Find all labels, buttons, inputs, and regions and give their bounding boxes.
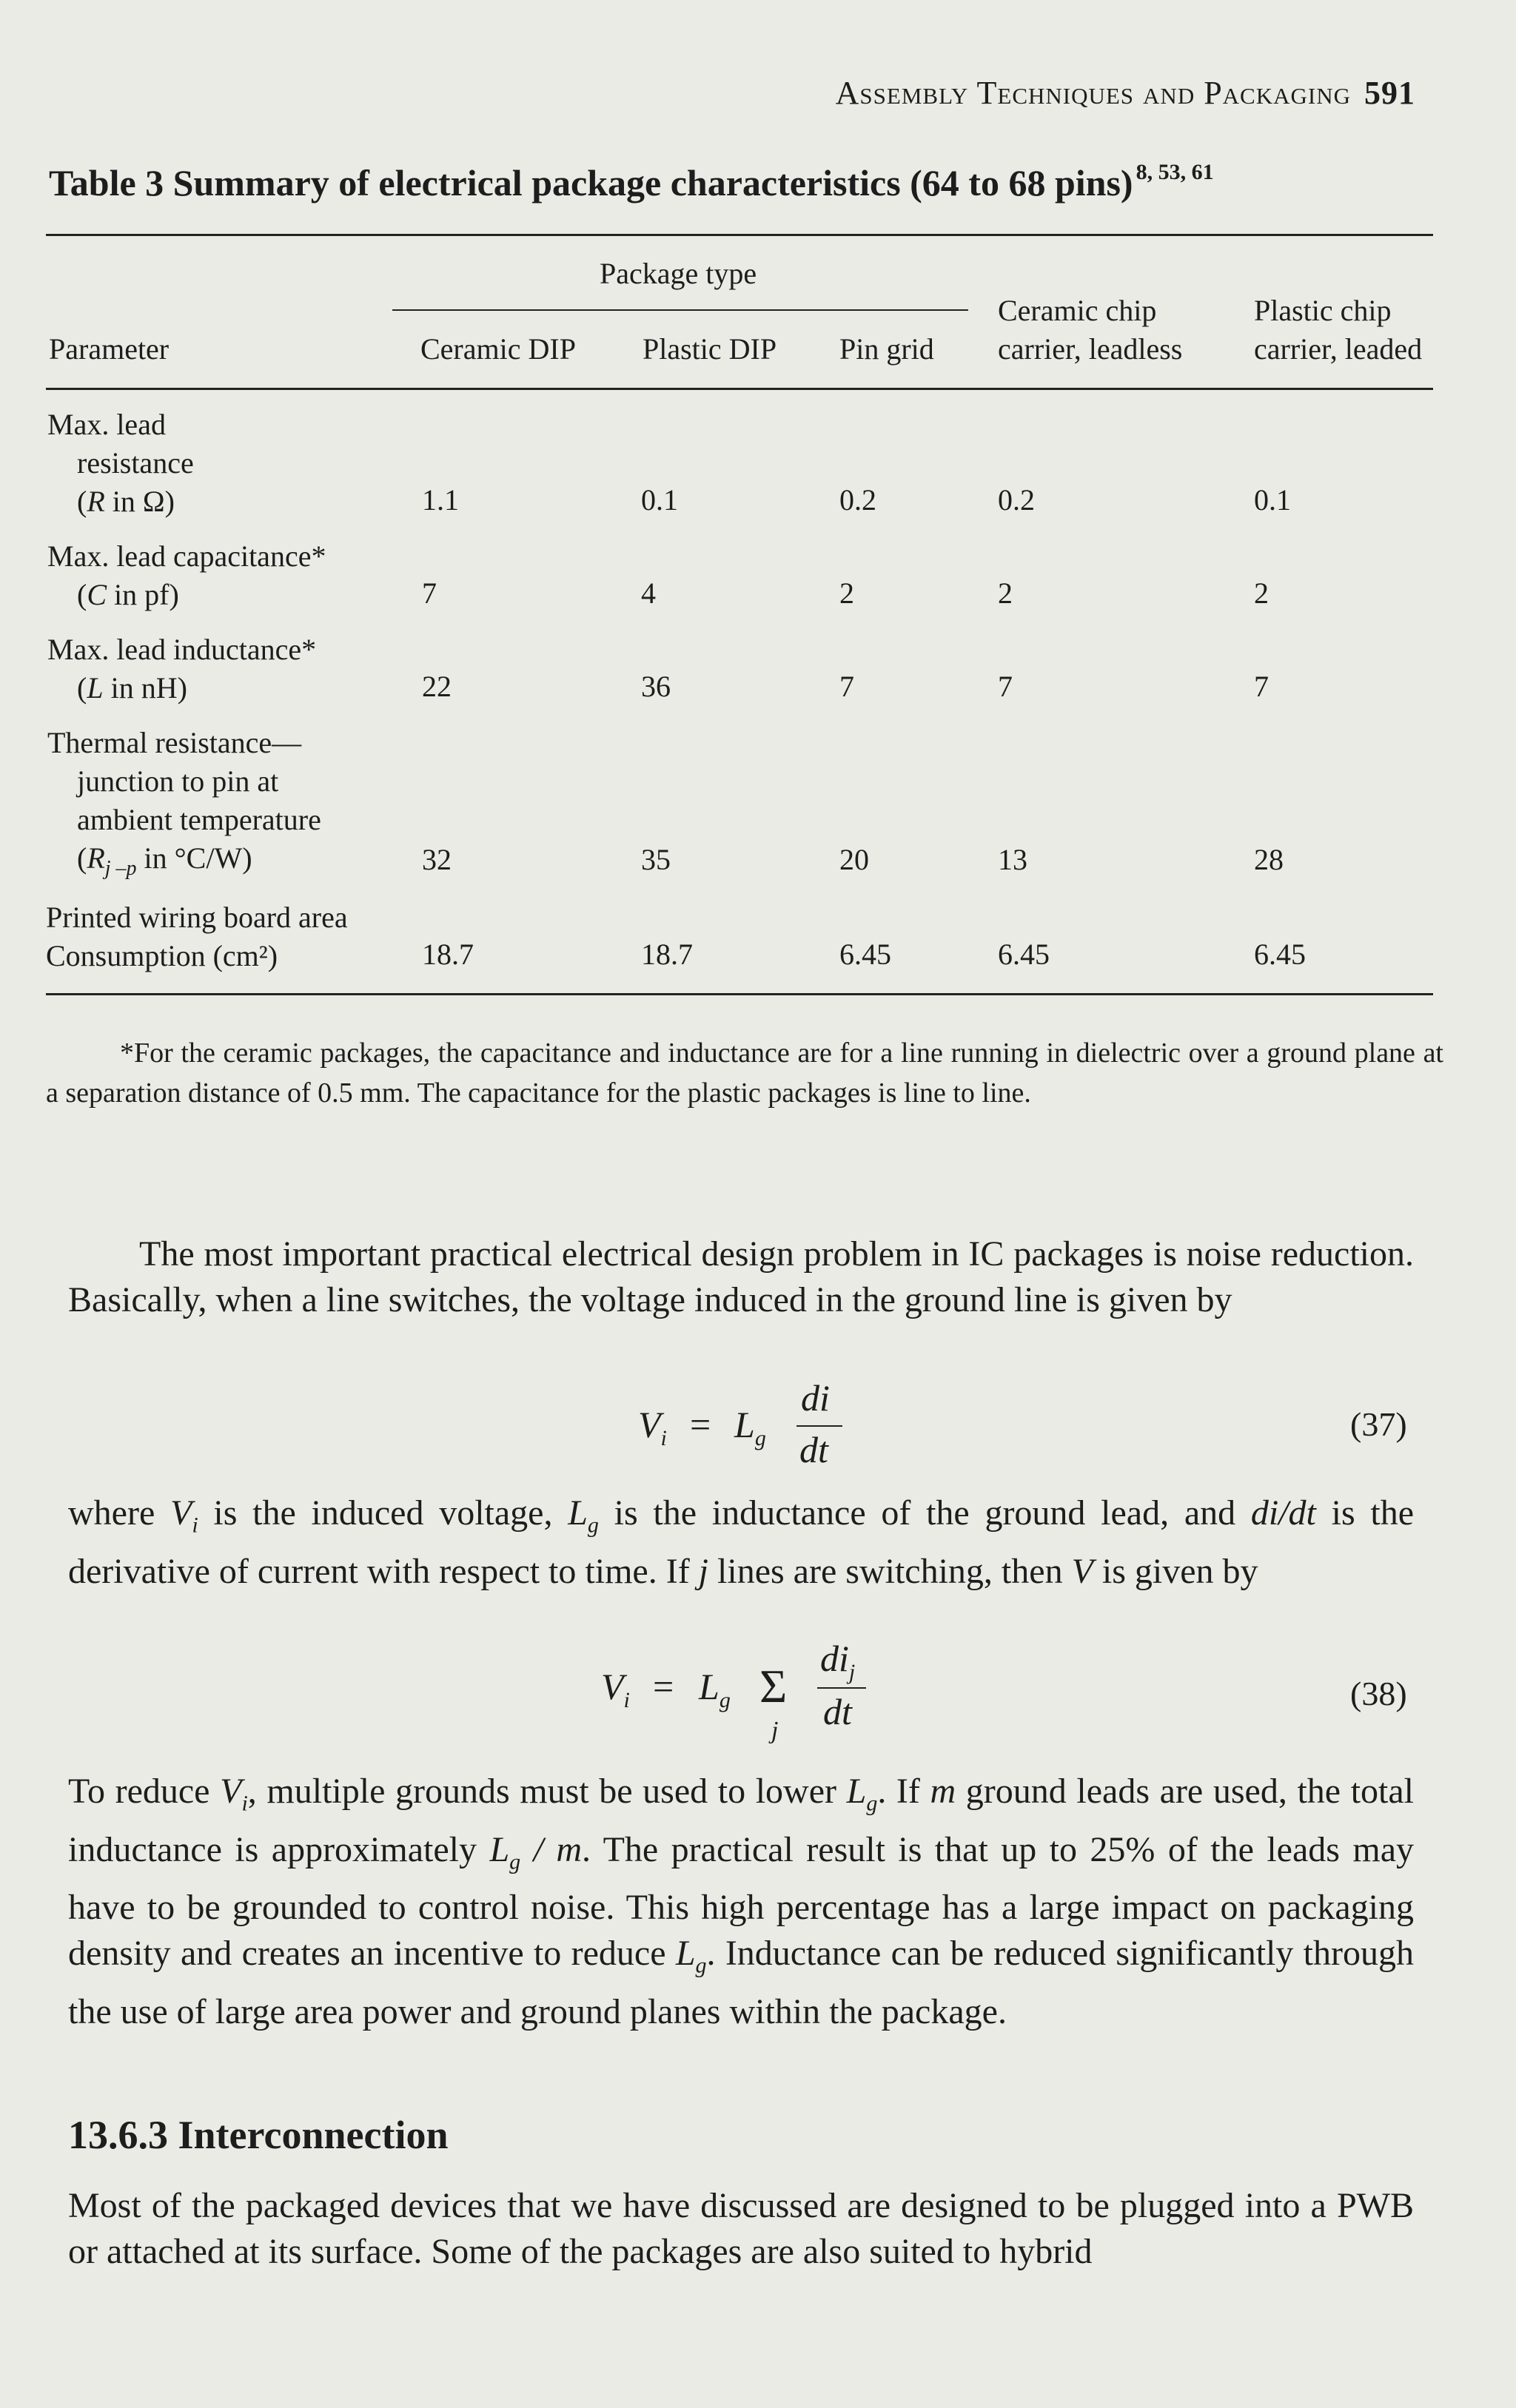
text-run: is the derivative of current with respect to time. If	[68, 1493, 1415, 1591]
col-header-pin-grid: Pin grid	[839, 332, 934, 366]
row-label-thermal-resistance	[47, 724, 321, 888]
cell: 28	[1254, 843, 1284, 876]
package-type-rule	[392, 309, 968, 311]
row-label-line: ambient temperature	[77, 803, 321, 836]
eq38-equals: =	[653, 1666, 674, 1707]
cell: 6.45	[998, 938, 1050, 971]
eq38-rhs: $L_g$	[699, 1666, 731, 1712]
text-run: is given by	[1093, 1551, 1258, 1591]
text-run: is the inductance of the ground lead, and	[598, 1493, 1251, 1533]
equation-37	[638, 1377, 860, 1479]
text-run: is the induced voltage,	[198, 1493, 568, 1533]
row-label-line: ($R_{j -p}$ in °C/W)	[77, 841, 252, 880]
eq38-numerator: $di_j$	[820, 1638, 856, 1684]
table-header-rule	[46, 388, 1433, 390]
running-head	[836, 74, 1415, 112]
text-run: . Inductance can be reduced significantly through the use of large area power and ground planes within the package.	[68, 1934, 1415, 2031]
eq37-denominator: dt	[799, 1429, 828, 1470]
cell: 4	[641, 576, 656, 610]
row-label-line: junction to pin at	[77, 764, 279, 798]
cell: 2	[839, 576, 854, 610]
math-j: j	[698, 1551, 709, 1591]
row-label-line: (C in pf)	[77, 578, 179, 611]
table-top-rule	[46, 234, 1433, 236]
section-heading: 13.6.3 Interconnection	[68, 2113, 449, 2157]
text-run: where	[68, 1493, 170, 1533]
cell: 7	[998, 670, 1013, 703]
math-l-g: $L_g$	[846, 1772, 878, 1816]
row-label-line: resistance	[77, 446, 194, 480]
table-title-refs: 8, 53, 61	[1136, 160, 1214, 184]
row-label-pwb-area	[46, 898, 348, 975]
col-header-plastic-chip-line2: carrier, leaded	[1254, 332, 1423, 366]
row-label-line: Printed wiring board area	[46, 901, 348, 934]
cell: 2	[998, 576, 1013, 610]
row-label-line: Max. lead capacitance*	[47, 539, 326, 573]
math-v-i: $V_i$	[220, 1772, 248, 1816]
equation-37-number: (37)	[1350, 1405, 1407, 1443]
equation-38	[601, 1638, 897, 1749]
paragraph-3	[68, 1769, 1414, 2035]
col-header-plastic-dip: Plastic DIP	[643, 332, 777, 366]
text-run: . If	[877, 1772, 930, 1811]
cell: 7	[839, 670, 854, 703]
eq37-equals: =	[690, 1404, 711, 1445]
math-v: V	[1071, 1551, 1093, 1591]
eq37-numerator: di	[801, 1377, 830, 1419]
text-run: lines are switching, then	[708, 1551, 1072, 1591]
cell: 0.2	[839, 483, 876, 517]
cell: 1.1	[422, 483, 459, 517]
cell: 0.2	[998, 483, 1035, 517]
text-run: . The practical result is that up to 25% of the leads may have to be grounded to control noise. This high percentage has a large impact on packaging density and creates an incentive to reduce	[68, 1829, 1415, 1974]
cell: 7	[1254, 670, 1269, 703]
cell: 6.45	[1254, 938, 1306, 971]
text-run: , multiple grounds must be used to lower	[247, 1772, 847, 1811]
row-label-line: (R in Ω)	[77, 485, 175, 518]
table-title-text: Table 3 Summary of electrical package characteristics (64 to 68 pins)	[49, 162, 1133, 204]
math-v-i: $V_i$	[170, 1493, 198, 1538]
cell: 32	[422, 843, 452, 876]
math-m: m	[930, 1772, 956, 1811]
eq37-fraction-bar	[796, 1425, 842, 1427]
col-header-ceramic-chip-line2: carrier, leadless	[998, 332, 1183, 366]
running-head-title: Assembly Techniques and Packaging	[835, 75, 1351, 111]
eq38-lhs: $V_i$	[601, 1666, 630, 1712]
row-label-line: (L in nH)	[77, 671, 187, 704]
math-l-g: $L_g$	[568, 1493, 599, 1538]
cell: 6.45	[839, 938, 891, 971]
equation-38-number: (38)	[1350, 1675, 1407, 1712]
eq38-fraction-bar	[817, 1687, 866, 1689]
paragraph-4: Most of the packaged devices that we have discussed are designed to be plugged into a PWB or attached at its surface. Some of the packages are also suited to hybrid	[68, 2186, 1414, 2271]
cell: 22	[422, 670, 452, 703]
page-number: 591	[1364, 75, 1415, 111]
eq37-rhs: $L_g$	[734, 1404, 766, 1450]
col-header-ceramic-chip-line1: Ceramic chip	[998, 294, 1157, 327]
cell: 20	[839, 843, 869, 876]
cell: 0.1	[1254, 483, 1291, 517]
math-l-g: $L_g$	[675, 1934, 707, 1978]
package-type-header: Package type	[600, 257, 757, 290]
table-bottom-rule	[46, 993, 1433, 995]
col-header-plastic-chip-line1: Plastic chip	[1254, 294, 1392, 327]
row-label-resistance	[47, 406, 194, 521]
eq37-lhs: $V_i$	[638, 1404, 667, 1450]
eq38-sum-index: j	[771, 1717, 779, 1744]
cell: 2	[1254, 576, 1269, 610]
col-header-parameter: Parameter	[49, 332, 170, 366]
text-run: To reduce	[68, 1772, 221, 1811]
table-footnote: *For the ceramic packages, the capacitance and inductance are for a line running in dielectric over a ground plane at a separation distance of 0.5 mm. The capacitance for the plastic packages is line to line.	[46, 1037, 1443, 1109]
cell: 7	[422, 576, 437, 610]
cell: 0.1	[641, 483, 678, 517]
row-label-capacitance	[47, 537, 326, 614]
cell: 18.7	[641, 938, 693, 971]
paragraph-2	[68, 1490, 1414, 1595]
table-title	[49, 160, 1214, 204]
row-label-inductance	[47, 630, 316, 707]
cell: 18.7	[422, 938, 474, 971]
eq38-sum: Σ	[759, 1660, 788, 1712]
math-lg-over-m: $L_g$ / m	[489, 1829, 583, 1874]
math-didt: di/dt	[1250, 1493, 1316, 1533]
row-label-line: Thermal resistance—	[47, 726, 302, 759]
eq38-denominator: dt	[823, 1691, 852, 1732]
cell: 35	[641, 843, 671, 876]
row-label-line: Max. lead inductance*	[47, 633, 317, 666]
paragraph-1: The most important practical electrical design problem in IC packages is noise reduction. Basically, when a line switches, the voltage induced in the ground line is given by	[68, 1234, 1414, 1319]
col-header-ceramic-dip: Ceramic DIP	[420, 332, 576, 366]
cell: 13	[998, 843, 1027, 876]
row-label-line: Max. lead	[47, 408, 166, 441]
row-label-line: Consumption (cm²)	[46, 939, 278, 972]
cell: 36	[641, 670, 671, 703]
text-run: ground leads are used, the total inductance is approximately	[68, 1772, 1415, 1869]
